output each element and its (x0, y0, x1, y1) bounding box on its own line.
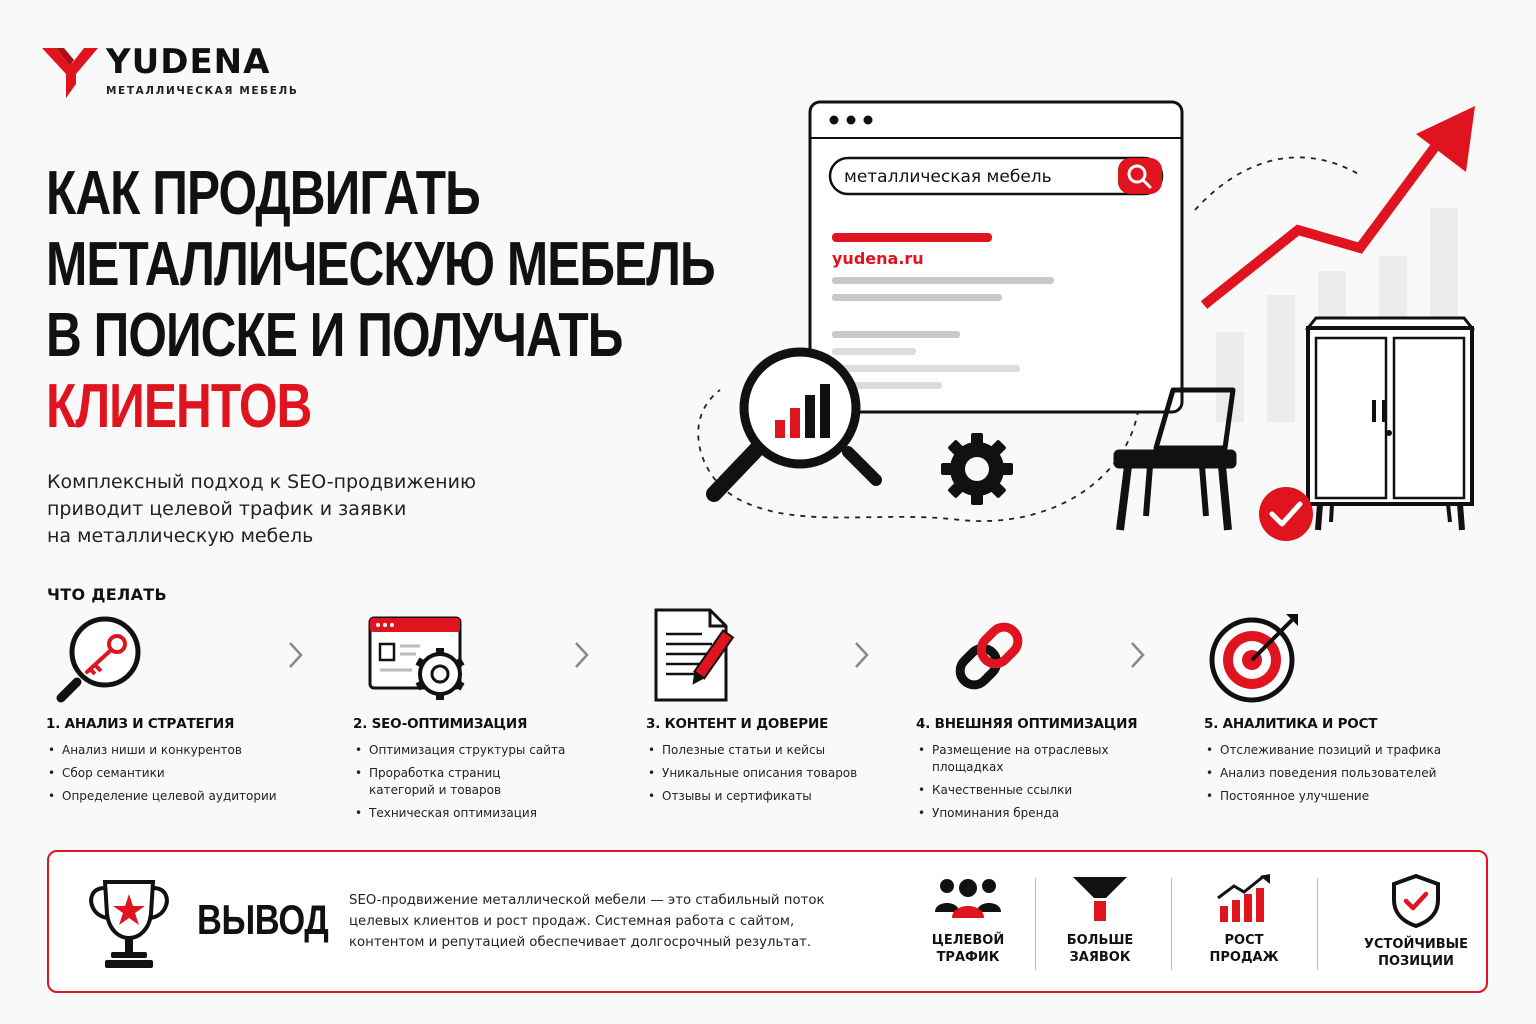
key-magnifier-icon (55, 614, 147, 706)
section-title: ЧТО ДЕЛАТЬ (47, 585, 167, 604)
search-button (1118, 158, 1162, 194)
benefit-leads (1035, 874, 1165, 966)
step-item: • Упоминания бренда (916, 805, 1166, 822)
benefit-label: БОЛЬШЕ ЗАЯВОК (1066, 933, 1134, 965)
document-pen-icon (652, 608, 752, 704)
benefit-label: РОСТ ПРОДАЖ (1209, 933, 1279, 965)
conclusion-panel (47, 850, 1488, 993)
title-line-2: МЕТАЛЛИЧЕСКУЮ МЕБЕЛЬ (46, 230, 715, 299)
yudena-logo-icon (42, 44, 98, 98)
chevron-right-icon (1128, 640, 1148, 670)
subtitle-line-1: Комплексный подход к SEO-продвижению (47, 471, 476, 493)
people-icon (933, 874, 1003, 924)
step-item: • Техническая оптимизация (353, 805, 603, 822)
brand-tagline: МЕТАЛЛИЧЕСКАЯ МЕБЕЛЬ (106, 85, 299, 97)
page-title (46, 158, 746, 442)
step-item: • Оптимизация структуры сайта (353, 742, 603, 759)
target-arrow-icon (1206, 608, 1306, 704)
step-item: • Определение целевой аудитории (46, 788, 306, 805)
conclusion-title: ВЫВОД (197, 896, 329, 943)
step-item: • Сбор семантики (46, 765, 306, 782)
benefit-label: ЦЕЛЕВОЙ ТРАФИК (931, 933, 1005, 965)
title-line-3: В ПОИСКЕ И ПОЛУЧАТЬ (46, 301, 623, 370)
step-item: • Анализ поведения пользователей (1204, 765, 1494, 782)
step-3 (646, 716, 896, 811)
step-1 (46, 716, 306, 811)
step-title: 5. АНАЛИТИКА И РОСТ (1204, 716, 1378, 732)
step-item: • Анализ ниши и конкурентов (46, 742, 306, 759)
link-chain-icon (944, 614, 1034, 698)
subtitle (47, 469, 517, 550)
chevron-right-icon (286, 640, 306, 670)
search-query: металлическая мебель (844, 167, 1052, 187)
step-item: • Качественные ссылки (916, 782, 1166, 799)
step-2 (353, 716, 603, 828)
brand-name: YUDENA (106, 42, 271, 82)
benefit-traffic (903, 874, 1033, 966)
step-item: • Полезные статьи и кейсы (646, 742, 896, 759)
title-line-1: КАК ПРОДВИГАТЬ (46, 159, 480, 228)
cabinet-icon (1308, 318, 1472, 530)
growth-chart-icon (1214, 874, 1274, 924)
step-title: 1. АНАЛИЗ И СТРАТЕГИЯ (46, 716, 235, 732)
step-5 (1204, 716, 1494, 811)
divider (1171, 878, 1172, 970)
browser-window (810, 102, 1182, 412)
result-domain: yudena.ru (832, 249, 924, 268)
benefit-label: УСТОЙЧИВЫЕ ПОЗИЦИИ (1363, 937, 1468, 969)
check-badge-icon (1259, 487, 1313, 541)
shield-check-icon (1388, 874, 1444, 928)
step-item: • Постоянное улучшение (1204, 788, 1494, 805)
step-item: • Уникальные описания товаров (646, 765, 896, 782)
title-accent: КЛИЕНТОВ (46, 372, 312, 441)
chevron-right-icon (572, 640, 592, 670)
step-title: 4. ВНЕШНЯЯ ОПТИМИЗАЦИЯ (916, 716, 1138, 732)
conclusion-text: SEO-продвижение металлической мебели — это стабильный поток целевых клиентов и рост продаж. Системная работа с сайтом, контентом и репутацией обеспечивает долгосрочный результат. (349, 893, 825, 950)
step-item: • Отслеживание позиций и трафика (1204, 742, 1494, 759)
step-item: • Проработка страниц категорий и товаров (353, 765, 528, 799)
brand-logo (42, 44, 298, 98)
subtitle-line-3: на металлическую мебель (47, 525, 314, 547)
step-title: 3. КОНТЕНТ И ДОВЕРИЕ (646, 716, 829, 732)
browser-gear-icon (368, 616, 468, 702)
hero-illustration (680, 90, 1510, 560)
gear-icon (941, 433, 1013, 505)
dashed-path-top (1195, 157, 1360, 210)
step-title: 2. SEO-ОПТИМИЗАЦИЯ (353, 716, 528, 732)
divider (1317, 878, 1318, 970)
step-item: • Размещение на отраслевых площадках (916, 742, 1126, 776)
chevron-right-icon (852, 640, 872, 670)
step-item: • Отзывы и сертификаты (646, 788, 896, 805)
funnel-icon (1070, 874, 1130, 924)
subtitle-line-2: приводит целевой трафик и заявки (47, 498, 407, 520)
step-4 (916, 716, 1166, 828)
trophy-icon (87, 878, 171, 970)
benefit-positions (1351, 874, 1481, 970)
benefit-sales (1179, 874, 1309, 966)
